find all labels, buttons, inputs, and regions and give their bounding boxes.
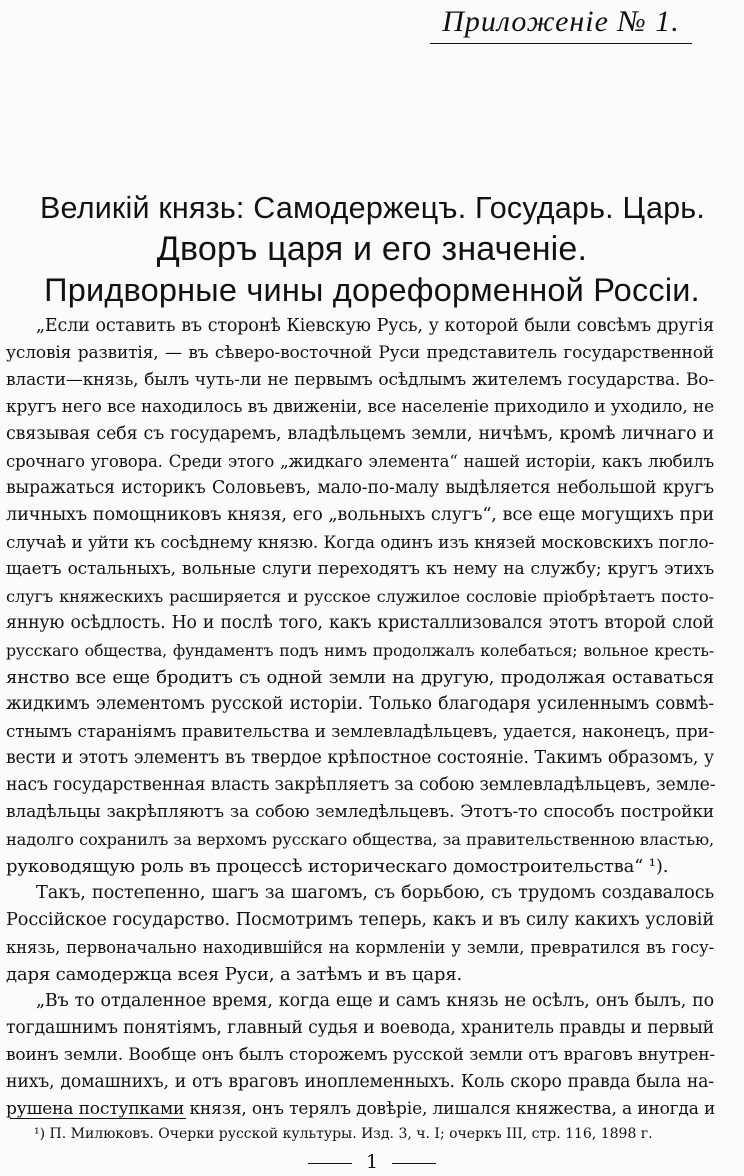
folio-dash-left — [308, 1163, 352, 1164]
text-line: Такъ, постепенно, шагъ за шагомъ, съ борьбою, съ трудомъ создавалось — [36, 883, 714, 903]
text-line: кругъ него все находилось въ движеніи, все населеніе приходило и уходило, не — [6, 397, 714, 417]
page-number — [0, 1150, 744, 1174]
text-line: условія развитія, — въ сѣверо-восточной Руси представитель государственной — [6, 343, 714, 363]
text-line: надолго сохранилъ за верхомъ русскаго общества, за правительственною властью, — [6, 830, 714, 849]
text-line: руководящую роль въ процессѣ историческаго домостроительства“ ¹). — [6, 856, 669, 877]
text-line: щаетъ остальныхъ, вольные слуги переходятъ къ нему на службу; кругъ этихъ — [6, 559, 714, 579]
paragraph — [6, 988, 714, 1123]
text-line: янство все еще бродитъ съ одной земли на другую, продолжая оставаться — [6, 667, 714, 688]
text-line: нихъ, домашнихъ, и отъ враговъ иноплеменныхъ. Коль скоро правда была на- — [6, 1072, 714, 1092]
text-line: стнымъ стараніямъ правительства и землевладѣльцевъ, удается, наконецъ, при- — [6, 721, 714, 741]
text-line: янную осѣдлость. Но и послѣ того, какъ кристаллизовался этотъ второй слой — [6, 613, 714, 633]
text-line: „Въ то отдаленное время, когда еще и самъ князь не осѣлъ, онъ былъ, по — [36, 991, 714, 1011]
running-head: Приложеніе № 1. — [430, 4, 692, 44]
footnote-rule — [10, 1118, 186, 1119]
paragraph — [6, 880, 714, 988]
folio-dash-right — [392, 1163, 436, 1164]
text-line: случаѣ и уйти къ сосѣднему князю. Когда одинъ изъ князей московскихъ погло- — [6, 532, 714, 552]
text-line: срочнаго уговора. Среди этого „жидкаго элемента“ нашей исторіи, какъ любилъ — [6, 452, 714, 471]
text-line: насъ государственная власть закрѣпляетъ за собою землевладѣльцевъ, земле- — [6, 775, 716, 795]
paragraph — [6, 313, 714, 880]
text-line: „Если оставить въ сторонѣ Кіевскую Русь, у которой были совсѣмъ другія — [36, 316, 714, 336]
text-line: связывая себя съ государемъ, владѣльцемъ земли, ничѣмъ, кромѣ личнаго и — [6, 424, 714, 444]
text-line: даря самодержца всея Руси, а затѣмъ и въ царя. — [6, 964, 463, 985]
title-line: Великій князь: Самодержецъ. Государь. Царь. — [40, 191, 706, 225]
text-line: слугъ княжескихъ расширяется и русское служилое сословіе пріобрѣтаетъ посто- — [6, 587, 714, 606]
title-line: Дворъ царя и его значеніе. — [156, 230, 588, 268]
page-number-value: 1 — [365, 1151, 379, 1173]
footnote: ¹) П. Милюковъ. Очерки русской культуры. Изд. 3, ч. I; очеркъ III, стр. 116, 1898 г. — [34, 1126, 653, 1142]
chapter-title — [40, 188, 704, 311]
text-line: рушена поступками князя, онъ терялъ довѣріе, лишался княжества, а иногда и — [6, 1099, 716, 1119]
text-line: жидкимъ элементомъ русской исторіи. Только благодаря усиленнымъ совмѣ- — [6, 694, 714, 714]
text-line: воинъ земли. Вообще онъ былъ сторожемъ русской земли отъ враговъ внутрен- — [6, 1045, 716, 1065]
text-line: Россійское государство. Посмотримъ теперь, какъ и въ силу какихъ условій — [6, 910, 714, 930]
text-line: власти—князь, былъ чуть-ли не первымъ осѣдлымъ жителемъ государства. Во- — [6, 370, 714, 390]
text-line: выражаться историкъ Соловьевъ, мало-по-малу выдѣляется небольшой кругъ — [6, 478, 714, 498]
text-line: князь, первоначально находившійся на кормленіи у земли, превратился въ госу- — [6, 938, 714, 957]
body-text — [6, 313, 714, 1123]
title-line: Придворные чины дореформенной Россіи. — [44, 272, 700, 308]
text-line: владѣльцы закрѣпляютъ за собою земледѣльцевъ. Этотъ-то способъ постройки — [6, 802, 714, 822]
text-line: тогдашнимъ понятіямъ, главный судья и воевода, хранитель правды и первый — [6, 1018, 714, 1038]
text-line: русскаго общества, фундаментъ подъ нимъ продолжалъ колебаться; вольное кресть- — [6, 641, 714, 660]
text-line: личныхъ помощниковъ князя, его „вольныхъ слугъ“, все еще могущихъ при — [6, 505, 714, 525]
text-line: вести и этотъ элементъ въ твердое крѣпостное состояніе. Такимъ образомъ, у — [6, 748, 714, 768]
